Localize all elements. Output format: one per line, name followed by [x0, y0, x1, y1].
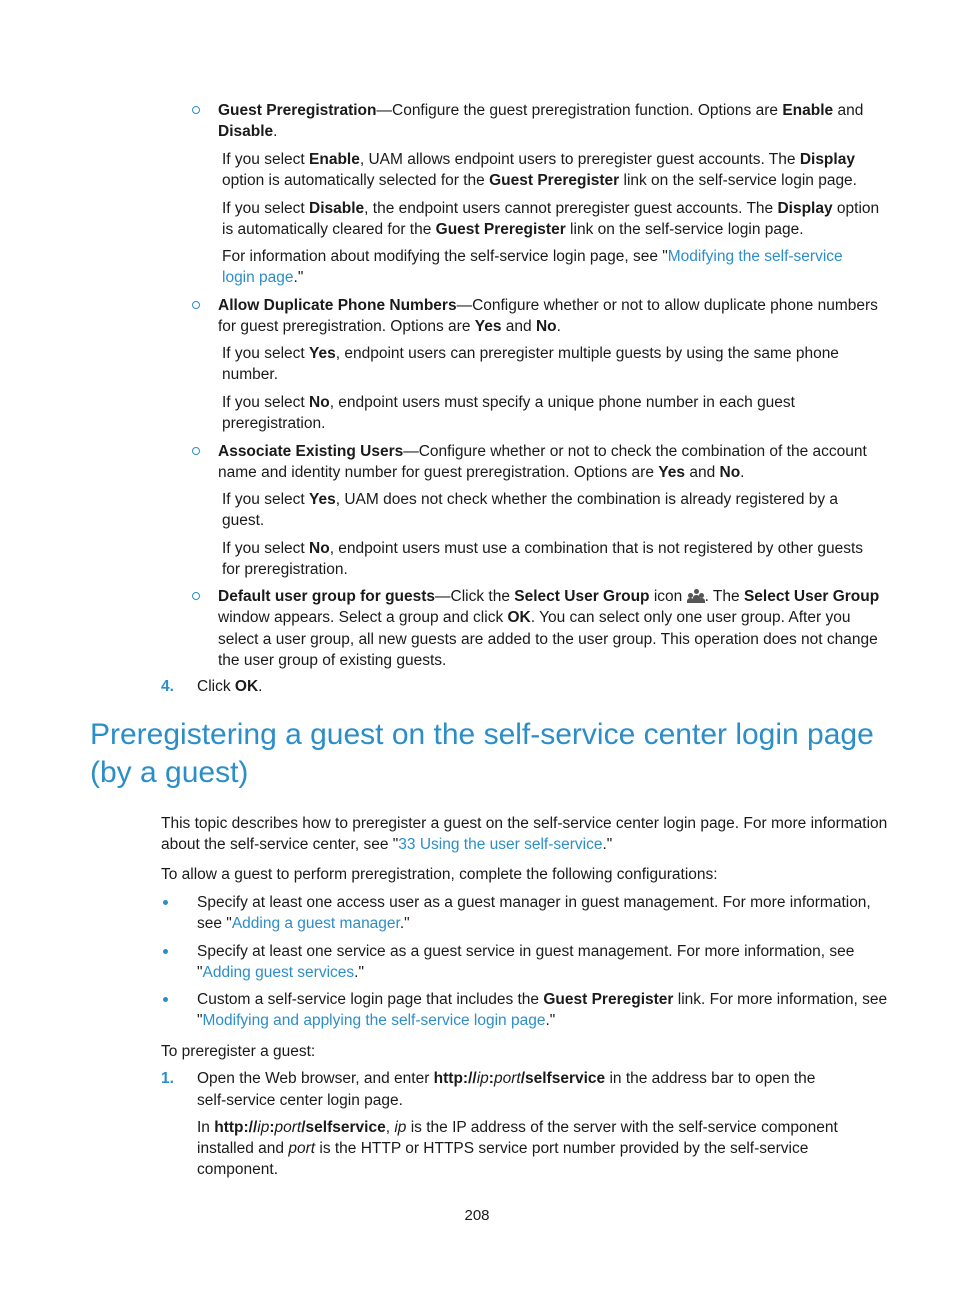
link-login-page[interactable]: login page: [222, 269, 294, 286]
allow-paragraph: To allow a guest to perform preregistration, complete the following configurations:: [161, 866, 718, 883]
option-default-user-group: Default user group for guests—Click the Select User Group icon . The Select User Group: [218, 588, 880, 605]
step-1: Open the Web browser, and enter http://ip:port/selfservice in the address bar to open the: [197, 1070, 816, 1087]
modify-info-paragraph: For information about modifying the self-service login page, see "Modifying the self-service: [222, 248, 843, 265]
step-1-note: In http://ip:port/selfservice, ip is the IP address of the server with the self-service component: [197, 1119, 838, 1136]
list-circle-bullet: [192, 447, 200, 455]
link-self-service[interactable]: 33 Using the user self-service: [398, 836, 603, 853]
option-duplicate-phone: Allow Duplicate Phone Numbers—Configure whether or not to allow duplicate phone numbers: [218, 297, 878, 314]
bullet-item: Custom a self-service login page that includes the Guest Preregister link. For more information, see: [197, 991, 888, 1008]
list-circle-bullet: [192, 106, 200, 114]
step-4: Click OK.: [197, 678, 263, 695]
option-associate-users: Associate Existing Users—Configure whether or not to check the combination of the account: [218, 443, 867, 460]
step-number: 4.: [161, 678, 174, 695]
page-number: 208: [464, 1207, 490, 1224]
bullet-item: Specify at least one service as a guest service in guest management. For more information, see: [197, 943, 855, 960]
link-modifying-applying-login-page[interactable]: Modifying and applying the self-service login page: [202, 1012, 546, 1029]
enable-description: If you select Enable, UAM allows endpoint users to preregister guest accounts. The Display: [222, 151, 855, 168]
option-guest-preregistration: Guest Preregistration—Configure the guest preregistration function. Options are Enable and: [218, 102, 864, 119]
bullet-item: Specify at least one access user as a guest manager in guest management. For more information,: [197, 894, 871, 911]
disable-description: If you select Disable, the endpoint users cannot preregister guest accounts. The Display option: [222, 200, 880, 217]
link-adding-guest-manager[interactable]: Adding a guest manager: [231, 915, 400, 932]
section-heading: Preregistering a guest on the self-service center login page (by a guest): [90, 718, 874, 789]
user-group-icon[interactable]: [687, 589, 705, 603]
list-circle-bullet: [192, 301, 200, 309]
link-adding-guest-services[interactable]: Adding guest services: [202, 964, 355, 981]
intro-paragraph: This topic describes how to preregister a guest on the self-service center login page. For more information: [161, 815, 888, 832]
bullet-dot: [163, 997, 168, 1002]
bullet-dot: [163, 949, 168, 954]
link-modifying-login-page[interactable]: Modifying the self-service: [667, 248, 843, 265]
bullet-dot: [163, 900, 168, 905]
to-preregister-paragraph: To preregister a guest:: [161, 1043, 316, 1060]
step-number: 1.: [161, 1070, 174, 1087]
list-circle-bullet: [192, 592, 200, 600]
